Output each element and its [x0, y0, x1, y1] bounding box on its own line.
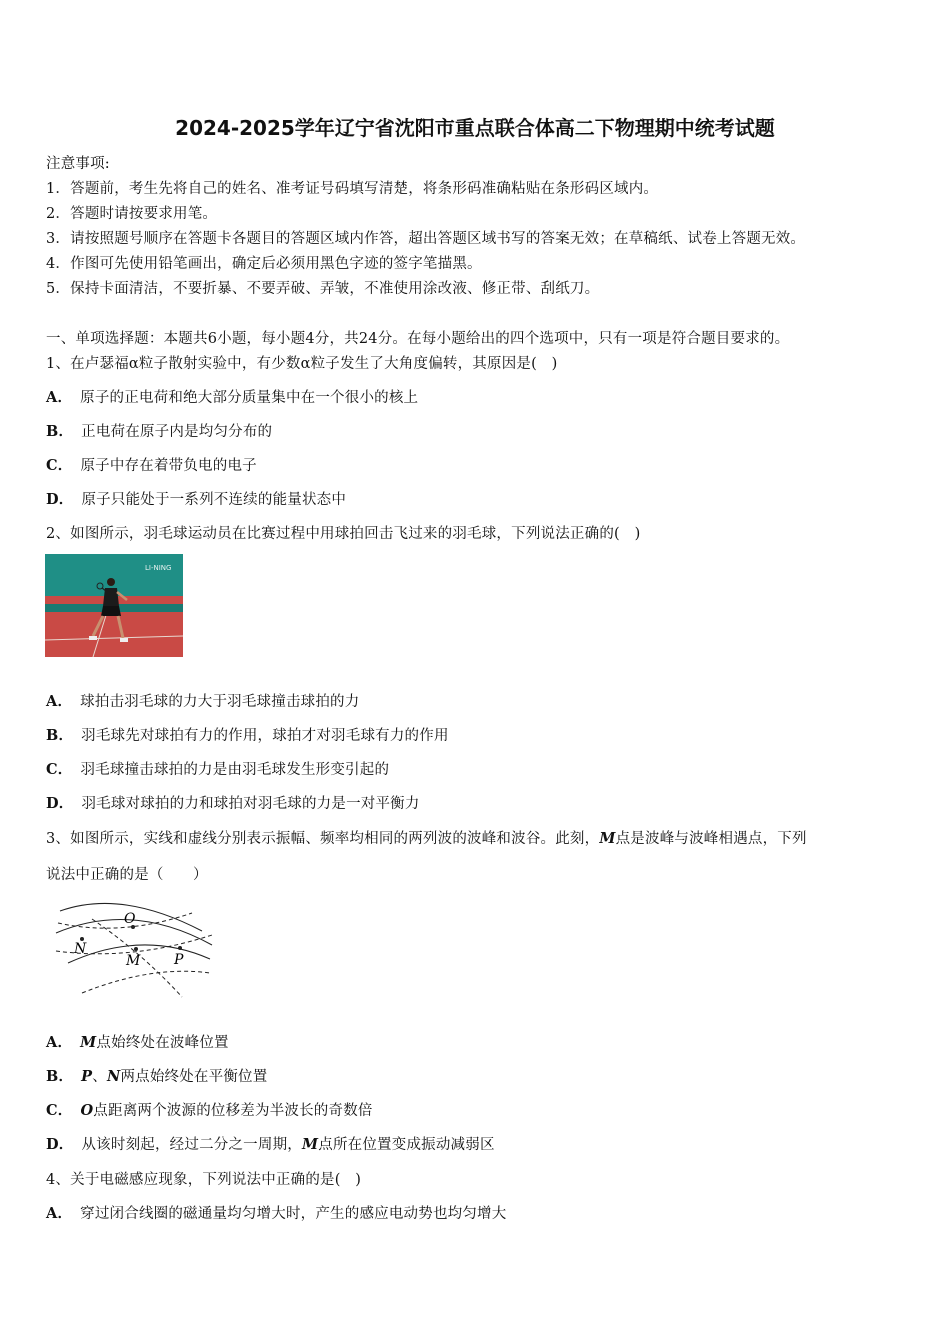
notice-item: 1．答题前，考生先将自己的姓名、准考证号码填写清楚，将条形码准确粘贴在条形码区域内。: [46, 181, 659, 197]
q3-option-d: D． 从该时刻起，经过二分之一周期，M点所在位置变成振动减弱区: [46, 1136, 495, 1153]
q2-option-c: C． 羽毛球撞击球拍的力是由羽毛球发生形变引起的: [46, 761, 390, 778]
question-1-stem: 1、在卢瑟福α粒子散射实验中，有少数α粒子发生了大角度偏转，其原因是( ): [46, 356, 558, 372]
page-title: 2024-2025学年辽宁省沈阳市重点联合体高二下物理期中统考试题: [175, 116, 775, 140]
wave-interference-diagram: [52, 893, 217, 1000]
notice-item: 3．请按照题号顺序在答题卡各题目的答题区域内作答，超出答题区域书写的答案无效；在草稿纸、试卷上答题无效。: [46, 231, 806, 247]
q3-option-b: B． P、N两点始终处在平衡位置: [46, 1068, 268, 1085]
label-m: M: [126, 953, 141, 969]
q1-option-d: D． 原子只能处于一系列不连续的能量状态中: [46, 491, 347, 508]
notice-item: 4．作图可先使用铅笔画出，确定后必须用黑色字迹的签字笔描黑。: [46, 256, 482, 272]
q1-option-c: C． 原子中存在着带负电的电子: [46, 457, 257, 474]
notice-item: 5．保持卡面清洁，不要折暴、不要弄破、弄皱，不准使用涂改液、修正带、刮纸刀。: [46, 281, 600, 297]
badminton-photo: [45, 554, 183, 657]
q2-option-d: D． 羽毛球对球拍的力和球拍对羽毛球的力是一对平衡力: [46, 795, 420, 812]
q1-option-b: B． 正电荷在原子内是均匀分布的: [46, 423, 273, 440]
q1-option-a: A． 原子的正电荷和绝大部分质量集中在一个很小的核上: [46, 389, 419, 406]
question-2-stem: 2、如图所示，羽毛球运动员在比赛过程中用球拍回击飞过来的羽毛球，下列说法正确的( ): [46, 526, 641, 542]
section-heading: 一、单项选择题：本题共6小题，每小题4分，共24分。在每小题给出的四个选项中，只有一项是符合题目要求的。: [46, 331, 790, 347]
q2-option-a: A． 球拍击羽毛球的力大于羽毛球撞击球拍的力: [46, 693, 360, 710]
q4-option-a: A． 穿过闭合线圈的磁通量均匀增大时，产生的感应电动势也均匀增大: [46, 1205, 507, 1222]
q2-option-b: B． 羽毛球先对球拍有力的作用，球拍才对羽毛球有力的作用: [46, 727, 449, 744]
notice-heading: 注意事项:: [46, 156, 110, 172]
label-p: P: [174, 952, 184, 968]
label-o: O: [124, 911, 136, 927]
banner-text: LI-NING: [145, 564, 172, 572]
question-4-stem: 4、关于电磁感应现象，下列说法中正确的是( ): [46, 1172, 362, 1188]
label-n: N: [74, 941, 87, 957]
question-3-stem-cont: 说法中正确的是（ ）: [46, 867, 208, 883]
question-3-stem: 3、如图所示，实线和虚线分别表示振幅、频率均相同的两列波的波峰和波谷。此刻，M点是波峰与波峰相遇点，下列: [46, 830, 807, 847]
q3-option-c: C． O点距离两个波源的位移差为半波长的奇数倍: [46, 1102, 373, 1119]
q3-option-a: A． M点始终处在波峰位置: [46, 1034, 229, 1051]
notice-item: 2．答题时请按要求用笔。: [46, 206, 218, 222]
